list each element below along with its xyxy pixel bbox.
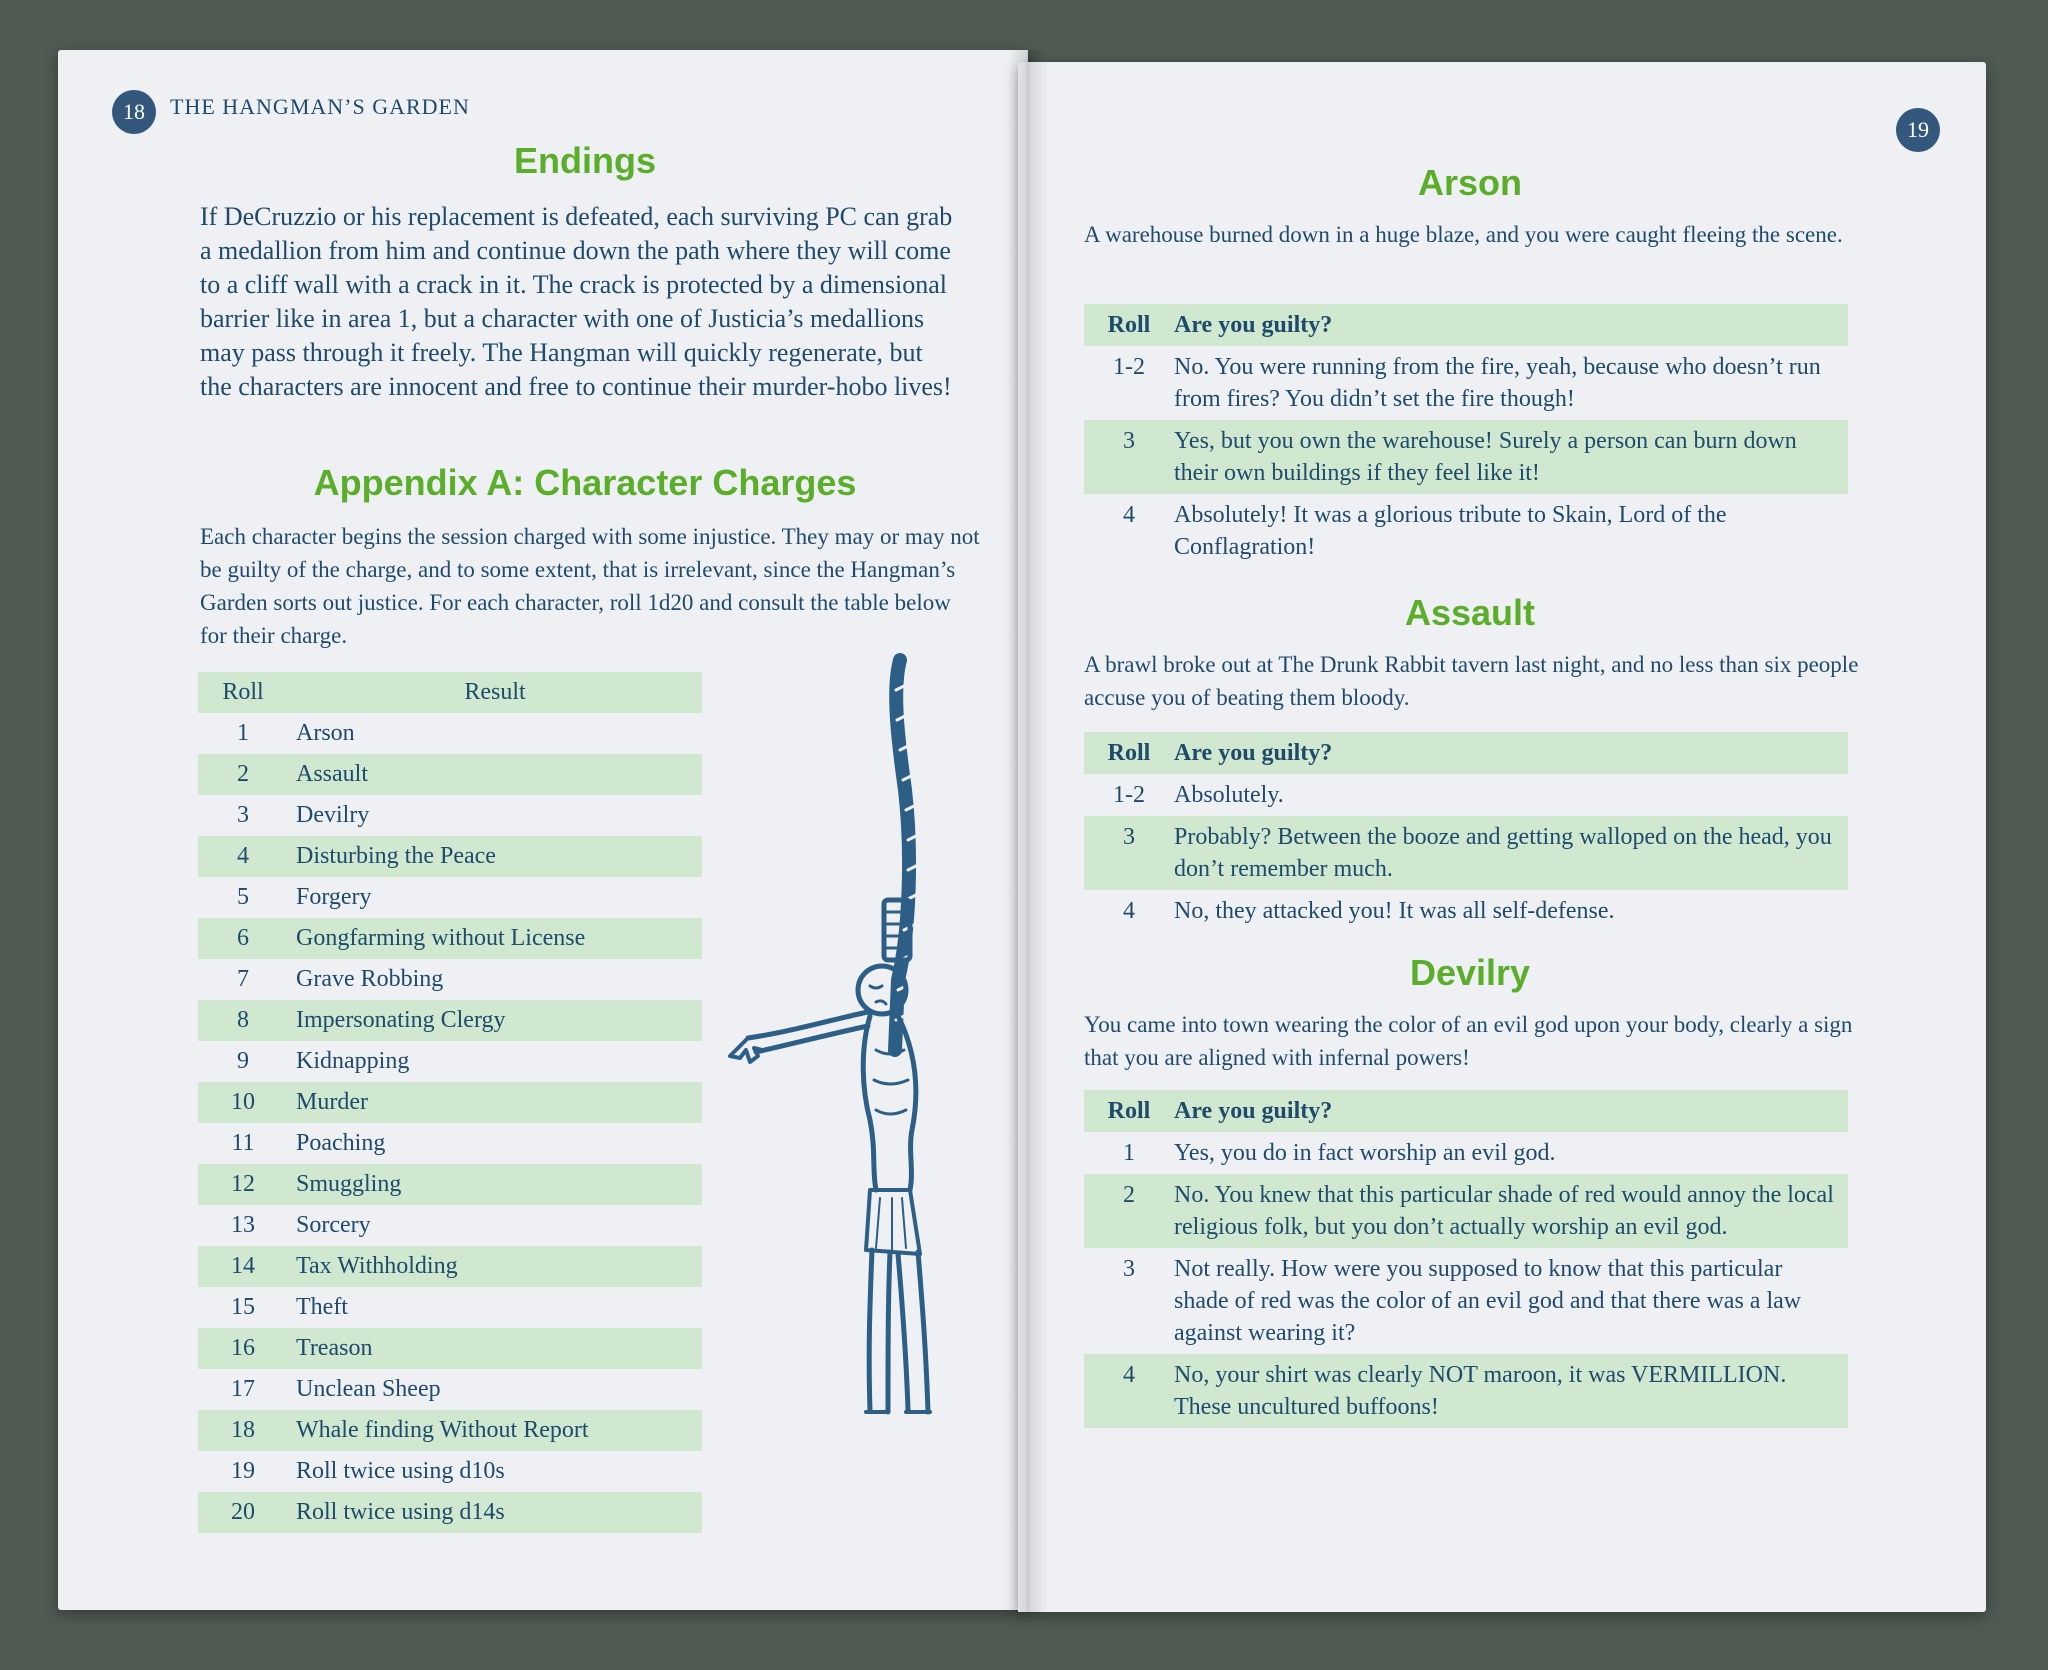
guilt-table-header — [1084, 1090, 1848, 1132]
charge-result: Theft — [296, 1294, 348, 1320]
guilt-row — [1084, 890, 1848, 932]
charge-result: Poaching — [296, 1130, 386, 1156]
charge-result: Sorcery — [296, 1212, 371, 1238]
charge-roll: 20 — [231, 1499, 255, 1525]
charge-result: Roll twice using d14s — [296, 1499, 505, 1525]
guilt-roll: 2 — [1123, 1182, 1135, 1208]
guilt-row — [1084, 1354, 1848, 1428]
charge-roll: 19 — [231, 1458, 255, 1484]
guilt-answer: Absolutely! It was a glorious tribute to Skain, Lord of the Conflagration! — [1174, 502, 1727, 560]
guilt-roll: 1 — [1123, 1140, 1135, 1166]
charge-row — [198, 754, 702, 795]
guilt-roll: 1-2 — [1113, 782, 1145, 808]
charge-row — [198, 1041, 702, 1082]
charge-roll: 3 — [237, 802, 249, 828]
charge-roll: 2 — [237, 761, 249, 787]
devilry-guilt-table — [1084, 1090, 1848, 1428]
charge-row — [198, 795, 702, 836]
charge-roll: 13 — [231, 1212, 255, 1238]
charge-roll: 15 — [231, 1294, 255, 1320]
charge-result: Impersonating Clergy — [296, 1007, 506, 1033]
guilt-answer: No. You knew that this particular shade of red would annoy the local religious folk, but you don’t actually worship an evil god. — [1174, 1182, 1834, 1240]
appendix-heading: Appendix A: Character Charges — [313, 462, 857, 503]
guilt-roll: 4 — [1123, 502, 1135, 528]
charge-result: Forgery — [296, 884, 372, 910]
charge-row — [198, 1246, 702, 1287]
charge-roll: 4 — [237, 843, 249, 869]
guilt-row — [1084, 1132, 1848, 1174]
col-roll-header: Roll — [222, 679, 264, 705]
charge-roll: 16 — [231, 1335, 255, 1361]
col-result-header: Result — [464, 679, 526, 705]
charge-result: Treason — [296, 1335, 373, 1361]
charge-result: Assault — [296, 761, 368, 787]
guilt-row — [1084, 494, 1848, 568]
charge-row — [198, 1492, 702, 1533]
charge-row — [198, 918, 702, 959]
col-guilty-header: Are you guilty? — [1174, 1098, 1333, 1124]
charge-result: Roll twice using d10s — [296, 1458, 505, 1484]
charge-roll: 6 — [237, 925, 249, 951]
col-guilty-header: Are you guilty? — [1174, 312, 1333, 338]
charge-row — [198, 1451, 702, 1492]
charge-row — [198, 1410, 702, 1451]
charge-row — [198, 959, 702, 1000]
charge-result: Grave Robbing — [296, 966, 444, 992]
charge-result: Unclean Sheep — [296, 1376, 441, 1402]
charge-result: Disturbing the Peace — [296, 843, 496, 869]
charge-table-header — [198, 672, 702, 713]
devilry-intro: You came into town wearing the color of an evil god upon your body, clearly a sign that you are aligned with infernal powers! — [1084, 1012, 1853, 1070]
guilt-roll: 4 — [1123, 1362, 1135, 1388]
endings-heading: Endings — [514, 140, 656, 181]
arson-intro: A warehouse burned down in a huge blaze, and you were caught fleeing the scene. — [1084, 222, 1843, 247]
assault-intro: A brawl broke out at The Drunk Rabbit tavern last night, and no less than six people accuse you of beating them bloody. — [1084, 652, 1859, 710]
charge-roll: 14 — [231, 1253, 255, 1279]
guilt-roll: 4 — [1123, 898, 1135, 924]
hanged-man-illustration — [720, 650, 1000, 1430]
charge-roll: 17 — [231, 1376, 255, 1402]
charge-row — [198, 1328, 702, 1369]
endings-text: If DeCruzzio or his replacement is defeated, each surviving PC can grab a medallion from him and continue down the path where they will come to a cliff wall with a crack in it. The crack is protected by a dimensional barrier like in area 1, but a character with one of Justicia’s medallions may pass through it freely. The Hangman will quickly regenerate, but the characters are innocent and free to continue their murder-hobo lives! — [200, 202, 953, 401]
appendix-text: Each character begins the session charged with some injustice. They may or may not be guilty of the charge, and to some extent, that is irrelevant, since the Hangman’s Garden sorts out justice. For each character, roll 1d20 and consult the table below for their charge. — [200, 524, 980, 648]
arson-guilt-table — [1084, 304, 1848, 568]
col-roll-header: Roll — [1107, 312, 1151, 338]
charge-roll: 9 — [237, 1048, 249, 1074]
charge-roll: 10 — [231, 1089, 255, 1115]
guilt-roll: 3 — [1123, 428, 1135, 454]
guilt-answer: No, they attacked you! It was all self-defense. — [1174, 898, 1615, 924]
guilt-answer: Absolutely. — [1174, 782, 1284, 808]
charge-roll: 7 — [237, 966, 249, 992]
guilt-answer: Yes, but you own the warehouse! Surely a person can burn down their own buildings if they feel like it! — [1174, 428, 1797, 486]
assault-guilt-table — [1084, 732, 1848, 932]
col-roll-header: Roll — [1107, 1098, 1151, 1124]
guilt-row — [1084, 346, 1848, 420]
charge-row — [198, 877, 702, 918]
guilt-answer: No, your shirt was clearly NOT maroon, it was VERMILLION. These uncultured buffoons! — [1174, 1362, 1787, 1420]
col-guilty-header: Are you guilty? — [1174, 740, 1333, 766]
charge-result: Kidnapping — [296, 1048, 410, 1074]
guilt-row — [1084, 774, 1848, 816]
guilt-answer: Not really. How were you supposed to know that this particular shade of red was the color of an evil god and that there was a law against wearing it? — [1174, 1256, 1802, 1346]
charge-row — [198, 713, 702, 754]
guilt-table-header — [1084, 732, 1848, 774]
charge-row — [198, 1369, 702, 1410]
charge-row — [198, 1287, 702, 1328]
col-roll-header: Roll — [1107, 740, 1151, 766]
guilt-answer: Yes, you do in fact worship an evil god. — [1174, 1140, 1556, 1166]
running-head: THE HANGMAN’S GARDEN — [170, 94, 470, 119]
charge-row — [198, 1164, 702, 1205]
charge-result: Devilry — [296, 802, 370, 828]
page-number-right: 19 — [1896, 108, 1940, 152]
guilt-roll: 3 — [1123, 1256, 1135, 1282]
arson-heading: Arson — [1417, 162, 1522, 203]
guilt-row — [1084, 1248, 1848, 1354]
charge-roll: 11 — [231, 1130, 255, 1156]
assault-heading: Assault — [1404, 592, 1536, 633]
charge-result: Gongfarming without License — [296, 925, 586, 951]
guilt-row — [1084, 816, 1848, 890]
charge-result: Arson — [296, 720, 355, 746]
guilt-table-header — [1084, 304, 1848, 346]
charge-result: Whale finding Without Report — [296, 1417, 589, 1443]
charge-roll: 1 — [237, 720, 249, 746]
devilry-heading: Devilry — [1409, 952, 1531, 993]
guilt-roll: 1-2 — [1113, 354, 1145, 380]
guilt-answer: No. You were running from the fire, yeah, because who doesn’t run from fires? You didn’t set the fire though! — [1174, 354, 1821, 412]
guilt-answer: Probably? Between the booze and getting walloped on the head, you don’t remember much. — [1174, 824, 1832, 882]
charge-result: Smuggling — [296, 1171, 402, 1197]
charge-roll: 5 — [237, 884, 249, 910]
charge-row — [198, 1082, 702, 1123]
charge-row — [198, 1000, 702, 1041]
charge-table — [198, 672, 702, 1533]
charge-roll: 12 — [231, 1171, 255, 1197]
charge-roll: 18 — [231, 1417, 255, 1443]
guilt-row — [1084, 420, 1848, 494]
charge-roll: 8 — [237, 1007, 249, 1033]
charge-result: Tax Withholding — [296, 1253, 458, 1279]
guilt-roll: 3 — [1123, 824, 1135, 850]
page-number-left: 18 — [112, 90, 156, 134]
charge-result: Murder — [296, 1089, 368, 1115]
charge-row — [198, 1205, 702, 1246]
charge-row — [198, 836, 702, 877]
charge-row — [198, 1123, 702, 1164]
guilt-row — [1084, 1174, 1848, 1248]
